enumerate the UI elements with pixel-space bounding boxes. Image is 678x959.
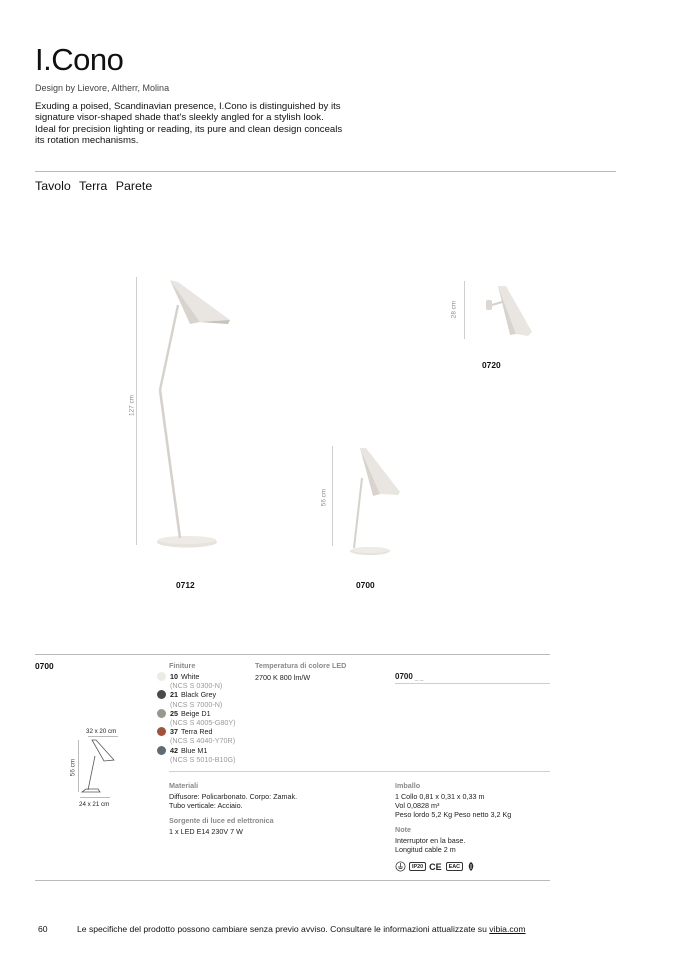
finish-ncs: (NCS S 7000-N) (170, 699, 223, 709)
finish-number: 21 (170, 690, 178, 700)
finish-swatch (157, 690, 166, 699)
order-code-line (395, 683, 550, 684)
footer-text: Le specifiche del prodotto possono cambiare senza previo avviso. Consultare le informazioni attualizzate su (77, 924, 487, 934)
finish-name: White (181, 672, 200, 681)
drawing-base-line (80, 797, 110, 798)
light-source-label: Sorgente di luce ed elettronica (169, 816, 274, 825)
wall-lamp-code: 0720 (482, 360, 501, 370)
drawing-shade-dim: 32 x 20 cm (86, 728, 117, 735)
notes-label: Note (395, 825, 411, 834)
wall-lamp-height: 28 cm (450, 300, 458, 319)
table-lamp-image (340, 440, 410, 562)
certification-icons (395, 861, 476, 872)
eac-badge-icon: EAC (446, 862, 463, 871)
order-code-suffix: _ _ (415, 675, 424, 681)
ce-mark-icon: CE (429, 861, 442, 872)
finish-swatch (157, 709, 166, 718)
finish-name: Beige D1 (181, 708, 211, 718)
dimmable-icon (466, 861, 476, 872)
spec-code: 0700 (35, 661, 54, 671)
packaging-line: Peso lordo 5,2 Kg Peso netto 3,2 Kg (395, 810, 512, 820)
packaging-line: 1 Collo 0,81 x 0,31 x 0,33 m (395, 792, 485, 801)
packaging-line: Vol 0,0828 m³ (395, 801, 440, 811)
floor-lamp-height: 127 cm (128, 395, 136, 416)
finish-name: Blue M1 (181, 745, 208, 755)
notes-line: Longitud cable 2 m (395, 845, 456, 855)
finish-name: Black Grey (181, 690, 217, 700)
materials-line: Diffusore: Policarbonato. Corpo: Zamak. (169, 792, 298, 801)
order-code-base: 0700 (395, 672, 413, 681)
floor-lamp-image (140, 270, 250, 555)
table-lamp-height: 56 cm (320, 488, 328, 507)
packaging-value (395, 792, 511, 820)
finish-item (157, 672, 236, 681)
finish-number: 10 (170, 672, 178, 681)
category-list (35, 179, 157, 193)
designer-credit: Design by Lievore, Altherr, Molina (35, 83, 170, 93)
finish-number: 37 (170, 727, 178, 737)
spec-middle-divider (169, 771, 550, 772)
finish-ncs: (NCS S 5010-B10G) (170, 754, 236, 764)
product-description: Exuding a poised, Scandinavian presence, I.Cono is distinguished by its signature visor-shaped shade that's sleekly angled for a stylish look. Ideal for precision lighting or reading, its pure and clean design conceals its rotation mechanisms. (35, 101, 343, 146)
finish-name: Terra Red (181, 727, 213, 737)
materials-line: Tubo verticale: Acciaio. (169, 801, 243, 811)
wall-lamp-image (480, 280, 540, 340)
table-lamp-code: 0700 (356, 580, 375, 590)
table-lamp-dimension-line (332, 446, 333, 546)
color-temp-value: 2700 K 800 lm/W (255, 673, 311, 682)
class-symbol-icon (395, 861, 406, 872)
footer-link[interactable]: vibia.com (489, 924, 526, 934)
finish-swatch (157, 746, 166, 755)
finish-number: 42 (170, 745, 178, 755)
drawing-shade-line (88, 736, 118, 737)
footer-disclaimer (77, 924, 526, 934)
finishes-list (157, 672, 236, 764)
finish-ncs: (NCS S 0300-N) (170, 681, 223, 691)
finish-item (157, 727, 236, 736)
finish-ncs: (NCS S 4005-G80Y) (170, 717, 236, 727)
spec-top-divider (35, 654, 550, 655)
category-parete: Parete (115, 179, 153, 193)
materials-value (169, 792, 297, 810)
wall-lamp-dimension-line (464, 281, 465, 339)
drawing-height-line (78, 740, 79, 792)
spec-drawing-image (80, 738, 120, 796)
materials-label: Materiali (169, 781, 199, 790)
light-source-value: 1 x LED E14 230V 7 W (169, 827, 243, 836)
category-tavolo: Tavolo (35, 179, 71, 193)
page-title: I.Cono (35, 42, 124, 77)
floor-lamp-dimension-line (136, 277, 137, 545)
category-terra: Terra (79, 179, 108, 193)
drawing-height-dim: 56 cm (69, 758, 77, 777)
floor-lamp-code: 0712 (176, 580, 195, 590)
page-number: 60 (38, 924, 48, 934)
finish-swatch (157, 727, 166, 736)
finishes-label: Finiture (169, 661, 196, 670)
notes-value (395, 836, 465, 854)
finish-item (157, 709, 236, 718)
finish-ncs: (NCS S 4040-Y70R) (170, 736, 236, 746)
finish-item (157, 690, 236, 699)
drawing-base-dim: 24 x 21 cm (79, 801, 110, 808)
packaging-label: Imballo (395, 781, 421, 790)
finish-item (157, 746, 236, 755)
order-code (395, 672, 423, 681)
finish-swatch (157, 672, 166, 681)
header-divider (35, 171, 616, 172)
color-temp-label: Temperatura di colore LED (255, 661, 347, 670)
ip20-badge-icon: IP20 (409, 862, 426, 871)
finish-number: 25 (170, 708, 178, 718)
notes-line: Interruptor en la base. (395, 836, 466, 845)
spec-bottom-divider (35, 880, 550, 881)
